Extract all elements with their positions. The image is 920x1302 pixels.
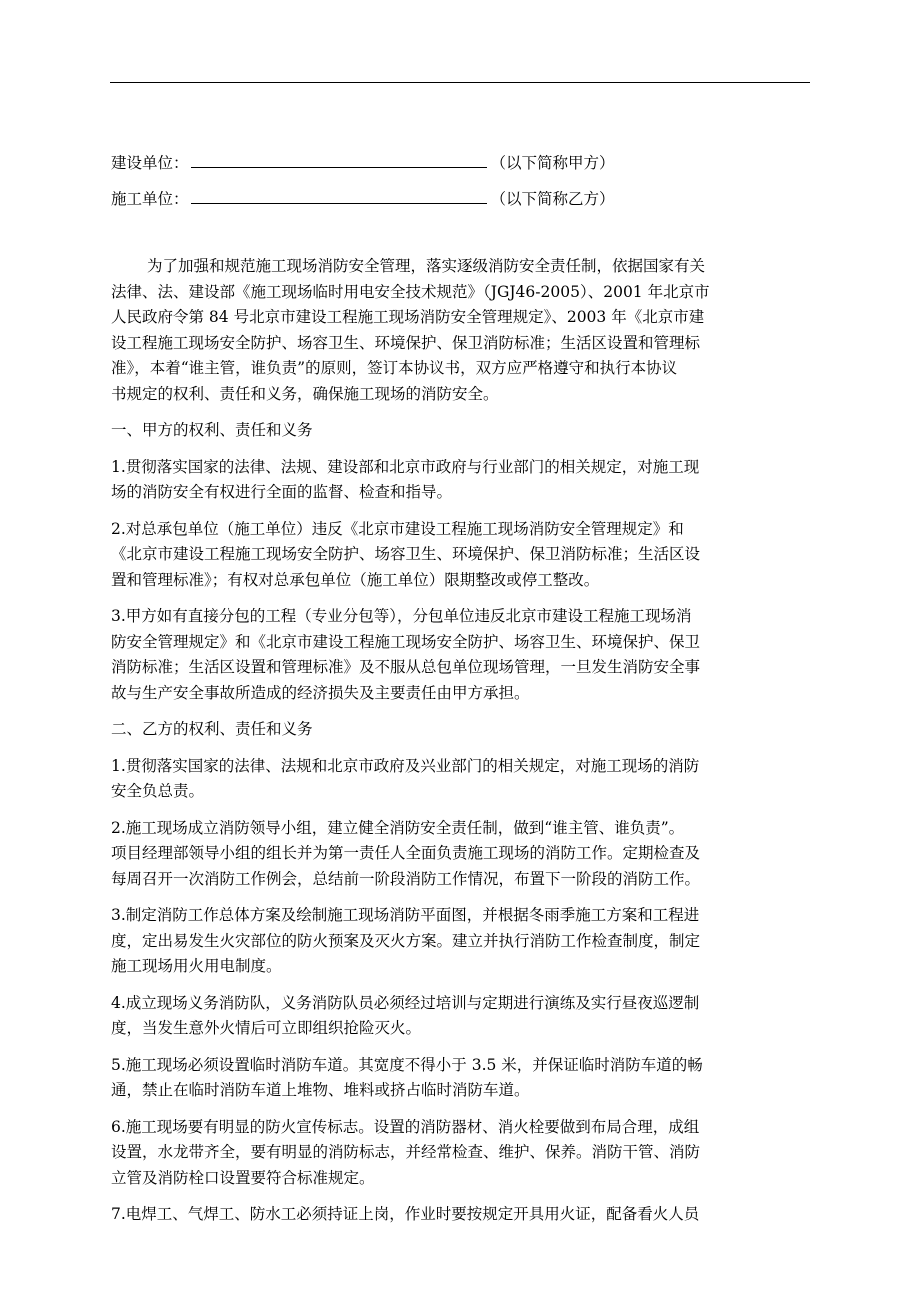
section-heading xyxy=(111,717,811,743)
text-line: 3.制定消防工作总体方案及绘制施工现场消防平面图，并根据冬雨季施工方案和工程进 xyxy=(111,906,700,924)
text-line: 度，定出易发生火灾部位的防火预案及灭火方案。建立并执行消防工作检查制度，制定 xyxy=(111,931,701,950)
text-line: 法律、法、建设部《施工现场临时用电安全技术规范》（JGJ46-2005）、2001 年北京市 xyxy=(111,282,710,301)
contractor-unit-field xyxy=(111,186,615,209)
text-line: 安全负总责。 xyxy=(111,782,205,800)
clause-paragraph xyxy=(111,455,811,506)
text-line: 人民政府令第 84 号北京市建设工程施工现场消防安全管理规定》、2003 年《北京市建 xyxy=(111,308,705,326)
construction-unit-blank[interactable] xyxy=(191,150,487,168)
text-line: 3.甲方如有直接分包的工程（专业分包等），分包单位违反北京市建设工程施工现场消 xyxy=(111,607,692,625)
clause-paragraph xyxy=(111,517,811,594)
text-line: 设置，水龙带齐全，要有明显的消防标志，并经常检查、维护、保养。消防干管、消防 xyxy=(111,1143,701,1161)
clause-paragraph xyxy=(111,1115,811,1192)
text-line: 《北京市建设工程施工现场安全防护、场容卫生、环境保护、保卫消防标准；生活区设 xyxy=(111,545,701,563)
text-line: 消防标准；生活区设置和管理标准》及不服从总包单位现场管理，一旦发生消防安全事 xyxy=(111,658,701,676)
text-line: 立管及消防栓口设置要符合标准规定。 xyxy=(111,1168,375,1187)
agreement-body xyxy=(111,254,811,1239)
text-line: 度，当发生意外火情后可立即组织抢险灭火。 xyxy=(111,1019,422,1037)
text-line: 6.施工现场要有明显的防火宣传标志。设置的消防器材、消火栓要做到布局合理，成组 xyxy=(111,1117,700,1136)
text-line: 施工现场用火用电制度。 xyxy=(111,957,282,975)
clause-paragraph xyxy=(111,991,811,1042)
text-line: 4.成立现场义务消防队，义务消防队员必须经过培训与定期进行演练及实行昼夜巡逻制 xyxy=(111,993,700,1012)
clause-paragraph xyxy=(111,1053,811,1104)
text-line: 5.施工现场必须设置临时消防车道。其宽度不得小于 3.5 米，并保证临时消防车道的畅 xyxy=(111,1055,703,1074)
header-rule xyxy=(110,82,810,83)
text-line: 1.贯彻落实国家的法律、法规、建设部和北京市政府与行业部门的相关规定，对施工现 xyxy=(111,457,700,476)
text-line: 通，禁止在临时消防车道上堆物、堆料或挤占临时消防车道。 xyxy=(111,1081,530,1099)
text-line: 7.电焊工、气焊工、防水工必须持证上岗，作业时要按规定开具用火证，配备看火人员 xyxy=(111,1205,700,1223)
clause-paragraph xyxy=(111,903,811,980)
text-line: 为了加强和规范施工现场消防安全管理，落实逐级消防安全责任制，依据国家有关 xyxy=(147,257,706,275)
text-line: 设工程施工现场安全防护、场容卫生、环境保护、保卫消防标准；生活区设置和管理标 xyxy=(111,333,701,352)
text-line: 2.施工现场成立消防领导小组，建立健全消防安全责任制，做到“谁主管、谁负责”。 xyxy=(111,818,685,837)
text-line: 防安全管理规定》和《北京市建设工程施工现场安全防护、场容卫生、环境保护、保卫 xyxy=(111,632,701,651)
construction-unit-label: 建设单位： xyxy=(111,154,189,172)
contractor-unit-blank[interactable] xyxy=(191,186,487,204)
text-line: 二、乙方的权利、责任和义务 xyxy=(111,720,313,738)
text-line: 故与生产安全事故所造成的经济损失及主要责任由甲方承担。 xyxy=(111,683,530,702)
text-line: 一、甲方的权利、责任和义务 xyxy=(111,421,313,439)
text-line: 2.对总承包单位（施工单位）违反《北京市建设工程施工现场消防安全管理规定》和 xyxy=(111,519,684,538)
contractor-unit-label: 施工单位： xyxy=(111,190,189,208)
clause-paragraph xyxy=(111,604,811,706)
text-line: 1.贯彻落实国家的法律、法规和北京市政府及兴业部门的相关规定，对施工现场的消防 xyxy=(111,756,700,775)
construction-unit-suffix: （以下简称甲方） xyxy=(490,154,615,172)
text-line: 准》，本着“谁主管，谁负责”的原则，签订本协议书，双方应严格遵守和执行本协议 xyxy=(111,359,678,377)
text-line: 场的消防安全有权进行全面的监督、检查和指导。 xyxy=(111,483,453,501)
clause-paragraph xyxy=(111,1202,811,1228)
section-heading xyxy=(111,418,811,444)
clause-paragraph xyxy=(111,816,811,893)
text-line: 项目经理部领导小组的组长并为第一责任人全面负责施工现场的消防工作。定期检查及 xyxy=(111,844,701,862)
construction-unit-field xyxy=(111,150,615,173)
contractor-unit-suffix: （以下简称乙方） xyxy=(490,190,615,208)
text-line: 书规定的权利、责任和义务，确保施工现场的消防安全。 xyxy=(111,384,499,403)
text-line: 每周召开一次消防工作例会，总结前一阶段消防工作情况，布置下一阶段的消防工作。 xyxy=(111,869,701,888)
clause-paragraph xyxy=(111,754,811,805)
intro-paragraph xyxy=(111,254,811,407)
text-line: 置和管理标准》；有权对总承包单位（施工单位）限期整改或停工整改。 xyxy=(111,570,600,589)
